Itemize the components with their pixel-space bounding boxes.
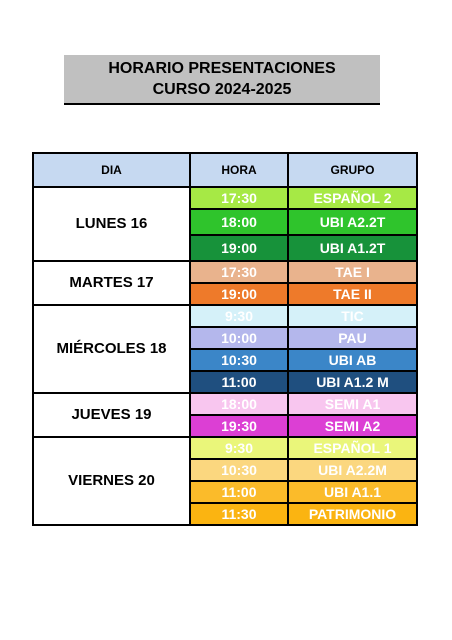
hora-cell: 19:30	[190, 415, 288, 437]
page-title	[64, 55, 380, 105]
day-cell: VIERNES 20	[33, 437, 190, 525]
table-row	[33, 437, 417, 459]
header-grupo: GRUPO	[288, 153, 417, 187]
grupo-cell: TAE I	[288, 261, 417, 283]
schedule-body	[33, 187, 417, 525]
grupo-cell: SEMI A2	[288, 415, 417, 437]
day-cell: JUEVES 19	[33, 393, 190, 437]
header-hora: HORA	[190, 153, 288, 187]
grupo-cell: TAE II	[288, 283, 417, 305]
grupo-cell: UBI A1.2 M	[288, 371, 417, 393]
hora-cell: 10:30	[190, 349, 288, 371]
hora-cell: 9:30	[190, 305, 288, 327]
hora-cell: 18:00	[190, 209, 288, 235]
table-row	[33, 187, 417, 209]
grupo-cell: PATRIMONIO	[288, 503, 417, 525]
day-cell: MARTES 17	[33, 261, 190, 305]
table-row	[33, 261, 417, 283]
hora-cell: 19:00	[190, 283, 288, 305]
hora-cell: 9:30	[190, 437, 288, 459]
grupo-cell: UBI A1.2T	[288, 235, 417, 261]
hora-cell: 18:00	[190, 393, 288, 415]
hora-cell: 11:00	[190, 481, 288, 503]
hora-cell: 17:30	[190, 261, 288, 283]
hora-cell: 11:30	[190, 503, 288, 525]
table-row	[33, 305, 417, 327]
title-line-2: CURSO 2024-2025	[152, 81, 292, 98]
grupo-cell: UBI A2.2M	[288, 459, 417, 481]
hora-cell: 19:00	[190, 235, 288, 261]
hora-cell: 17:30	[190, 187, 288, 209]
header-row	[33, 153, 417, 187]
grupo-cell: UBI A1.1	[288, 481, 417, 503]
hora-cell: 10:30	[190, 459, 288, 481]
header-dia: DIA	[33, 153, 190, 187]
table-row	[33, 393, 417, 415]
grupo-cell: UBI AB	[288, 349, 417, 371]
day-cell: MIÉRCOLES 18	[33, 305, 190, 393]
day-cell: LUNES 16	[33, 187, 190, 261]
grupo-cell: PAU	[288, 327, 417, 349]
hora-cell: 10:00	[190, 327, 288, 349]
grupo-cell: ESPAÑOL 1	[288, 437, 417, 459]
grupo-cell: ESPAÑOL 2	[288, 187, 417, 209]
hora-cell: 11:00	[190, 371, 288, 393]
title-line-1: HORARIO PRESENTACIONES	[108, 60, 336, 77]
grupo-cell: TIC	[288, 305, 417, 327]
schedule-table	[32, 152, 418, 526]
grupo-cell: UBI A2.2T	[288, 209, 417, 235]
grupo-cell: SEMI A1	[288, 393, 417, 415]
